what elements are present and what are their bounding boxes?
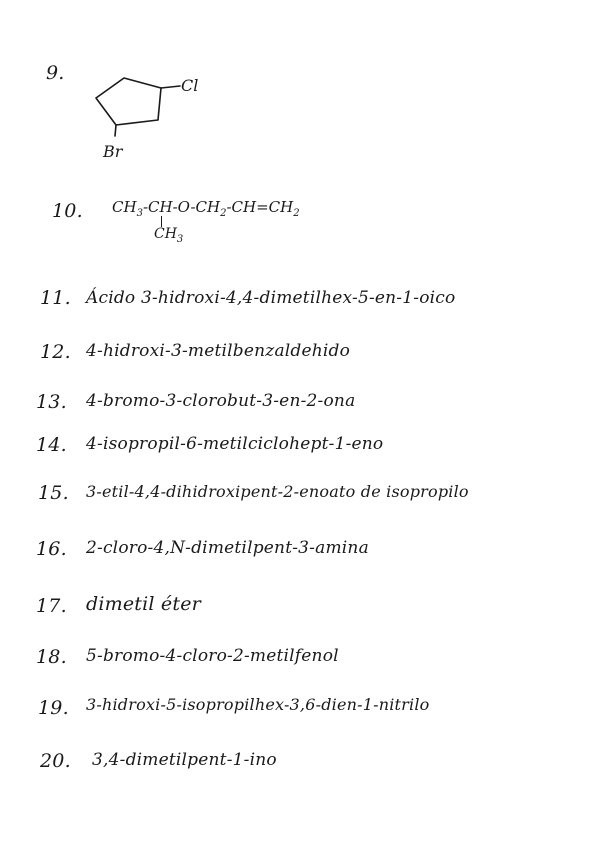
item-number-14: 14.	[36, 434, 67, 456]
item-text-11: Ácido 3-hidroxi-4,4-dimetilhex-5-en-1-oico	[86, 288, 456, 308]
item-text-13: 4-bromo-3-clorobut-3-en-2-ona	[86, 391, 356, 411]
item-number-17: 17.	[36, 595, 67, 617]
item-text-12: 4-hidroxi-3-metilbenzaldehido	[86, 341, 351, 361]
item-text-16: 2-cloro-4,N-dimetilpent-3-amina	[86, 538, 369, 558]
item-number-12: 12.	[40, 341, 71, 363]
formula-10-main: $CH_3-CH-O-CH_2-CH=CH_2$	[112, 198, 300, 219]
item-text-14: 4-isopropil-6-metilciclohept-1-eno	[86, 434, 384, 454]
ring-bonds	[96, 78, 161, 125]
item-text-19: 3-hidroxi-5-isopropilhex-3,6-dien-1-nitrilo	[86, 695, 430, 714]
item-number-11: 11.	[40, 287, 71, 309]
bond-to-cl	[161, 86, 180, 88]
item-text-20: 3,4-dimetilpent-1-ino	[92, 750, 277, 770]
bromo-label: Br	[103, 142, 123, 161]
item-number-18: 18.	[36, 646, 67, 668]
item-text-17: dimetil éter	[86, 593, 201, 615]
item-text-18: 5-bromo-4-cloro-2-metilfenol	[86, 646, 339, 666]
item-number-13: 13.	[36, 391, 67, 413]
formula-10-branch: $CH_3$	[154, 226, 184, 245]
chloro-label: Cl	[181, 76, 199, 95]
item-number-19: 19.	[38, 697, 69, 719]
item-number-20: 20.	[40, 750, 71, 772]
item-number-10: 10.	[52, 200, 83, 222]
bond-to-br	[115, 125, 116, 136]
item-number-16: 16.	[36, 538, 67, 560]
item-number-9: 9.	[46, 62, 65, 84]
cyclopentane-structure	[88, 70, 208, 165]
item-number-15: 15.	[38, 482, 69, 504]
item-text-15: 3-etil-4,4-dihidroxipent-2-enoato de isopropilo	[86, 482, 469, 501]
